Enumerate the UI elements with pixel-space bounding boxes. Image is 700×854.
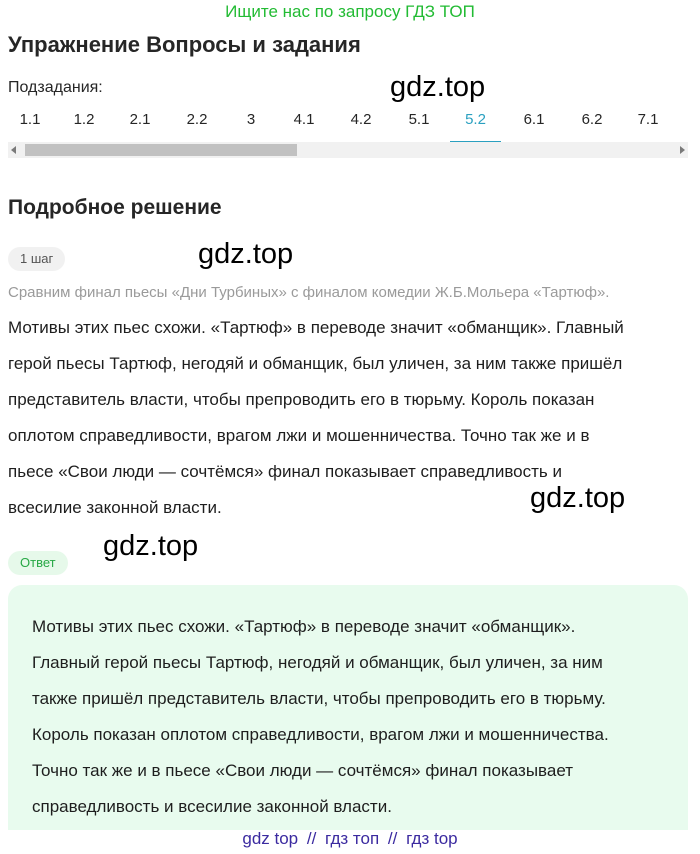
scroll-left-arrow-icon[interactable] <box>8 142 22 158</box>
subtask-tab[interactable]: 3 <box>246 111 256 128</box>
solution-line: представитель власти, чтобы препроводить его в тюрьму. Король показан <box>8 390 595 409</box>
subtask-tab[interactable]: 5.1 <box>408 111 430 128</box>
footer-links <box>0 827 700 851</box>
answer-badge: Ответ <box>8 551 68 575</box>
subtask-tab[interactable]: 4.2 <box>350 111 372 128</box>
answer-line: Главный герой пьесы Тартюф, негодяй и обманщик, был уличен, за ним <box>32 653 603 672</box>
solution-line: пьесе «Свои люди — сочтёмся» финал показывает справедливость и <box>8 462 562 481</box>
footer-separator: // <box>387 829 398 848</box>
answer-line: справедливость и всесилие законной власти. <box>32 797 392 816</box>
subtask-tab[interactable]: 1.2 <box>73 111 95 128</box>
footer-link[interactable]: гдз top <box>406 829 458 848</box>
watermark: gdz.top <box>198 238 294 270</box>
answer-line: Мотивы этих пьес схожи. «Тартюф» в переводе значит «обманщик». <box>32 617 576 636</box>
subtasks-label: Подзадания: <box>8 79 103 96</box>
answer-line: Точно так же и в пьесе «Свои люди — сочтёмся» финал показывает <box>32 761 574 780</box>
subtask-tab[interactable]: 6.1 <box>523 111 545 128</box>
exercise-title: Упражнение Вопросы и задания <box>8 32 361 57</box>
solution-line: Мотивы этих пьес схожи. «Тартюф» в переводе значит «обманщик». Главный <box>8 318 624 337</box>
watermark: gdz.top <box>103 530 199 562</box>
footer-link[interactable]: gdz top <box>242 829 299 848</box>
scrollbar-thumb[interactable] <box>25 144 297 156</box>
answer-line: также пришёл представитель власти, чтобы препроводить его в тюрьму. <box>32 689 606 708</box>
scroll-right-arrow-icon[interactable] <box>674 142 688 158</box>
subtask-tab[interactable]: 2.2 <box>186 111 208 128</box>
subtask-tabs <box>0 106 700 142</box>
answer-box <box>8 585 688 830</box>
subtask-tab[interactable]: 6.2 <box>581 111 603 128</box>
watermark: gdz.top <box>390 71 486 103</box>
watermark: gdz.top <box>530 482 626 514</box>
subtask-tab[interactable]: 1.1 <box>19 111 41 128</box>
solution-line: всесилие законной власти. <box>8 498 222 517</box>
step-badge: 1 шаг <box>8 247 65 271</box>
subtask-tab-active[interactable]: 5.2 <box>450 106 501 142</box>
solution-line: герой пьесы Тартюф, негодяй и обманщик, был уличен, за ним также пришёл <box>8 354 623 373</box>
footer-link[interactable]: гдз топ <box>325 829 380 848</box>
subtask-tab[interactable]: 7.1 <box>637 111 659 128</box>
footer-separator: // <box>306 829 317 848</box>
solution-title: Подробное решение <box>8 196 222 219</box>
subtask-tab[interactable]: 2.1 <box>129 111 151 128</box>
answer-line: Король показан оплотом справедливости, врагом лжи и мошенничества. <box>32 725 609 744</box>
answer-text <box>32 609 672 825</box>
search-us-banner: Ищите нас по запросу ГДЗ ТОП <box>225 2 475 21</box>
subtask-tab[interactable]: 4.1 <box>293 111 315 128</box>
step-intro: Сравним финал пьесы «Дни Турбиных» с финалом комедии Ж.Б.Мольера «Тартюф». <box>8 284 610 301</box>
subtasks-scrollbar[interactable] <box>8 142 688 158</box>
solution-line: оплотом справедливости, врагом лжи и мошенничества. Точно так же и в <box>8 426 590 445</box>
